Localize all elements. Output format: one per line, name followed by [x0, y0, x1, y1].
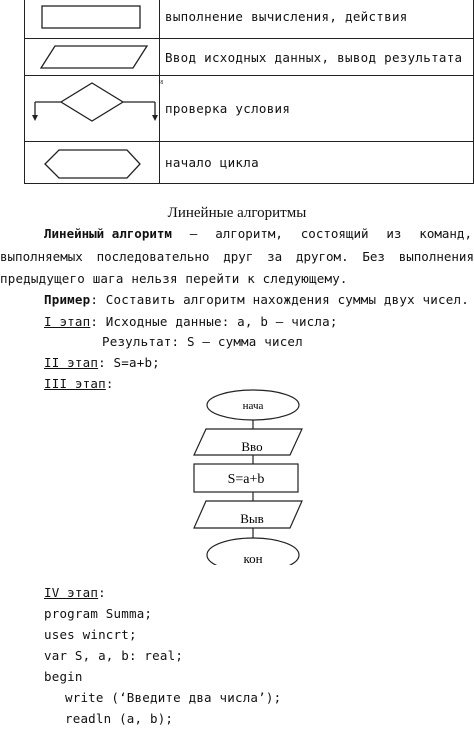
- flowchart-input-label: Вво: [241, 439, 263, 454]
- definition-word: последовательно: [96, 249, 210, 264]
- legend-text-loop: начало цикла: [160, 142, 474, 184]
- definition-line-3: предыдущего шага нельзя перейти к следующему.: [0, 271, 348, 286]
- section-title: Линейные алгоритмы: [167, 205, 307, 221]
- code-line: program Summa;: [44, 606, 153, 621]
- flowchart-end-label: кон: [243, 551, 263, 565]
- stage-2-line: [44, 355, 160, 370]
- yes-branch-marker: и: [158, 77, 163, 86]
- stage-4-text: :: [98, 585, 106, 600]
- flowchart-process-label: S=a+b: [227, 472, 265, 487]
- code-line: begin: [44, 669, 83, 684]
- definition-word: –: [189, 226, 198, 241]
- definition-line-1: [44, 226, 472, 241]
- definition-line-2: [0, 249, 474, 264]
- legend-text-process: выполнение вычисления, действия: [160, 0, 474, 39]
- rectangle-icon: [25, 0, 159, 38]
- definition-word: из: [386, 226, 402, 241]
- legend-text-io: Ввод исходных данных, вывод результата: [160, 39, 474, 76]
- hexagon-icon: [25, 142, 159, 183]
- definition-word: алгоритм,: [215, 226, 283, 241]
- legend-table: [24, 0, 474, 184]
- stage-2-text: : S=a+b;: [98, 355, 160, 370]
- legend-shape-cell: [25, 0, 160, 39]
- decision-diamond-icon: [25, 76, 159, 141]
- stage-1-label: I этап: [44, 314, 91, 329]
- example-text: : Составить алгоритм нахождения суммы двух чисел.: [90, 292, 469, 307]
- parallelogram-icon: [25, 39, 159, 75]
- example-line: [44, 292, 469, 307]
- code-line: write (‘Введите два числа’);: [65, 690, 282, 705]
- definition-word: друг: [223, 249, 254, 264]
- definition-word: за: [267, 249, 283, 264]
- example-label: Пример: [44, 292, 91, 307]
- definition-term: Линейный алгоритм: [44, 226, 172, 241]
- stage-2-label: II этап: [44, 355, 99, 370]
- definition-word: выполнения: [398, 249, 474, 264]
- legend-text-decision: проверка условия: [160, 76, 474, 142]
- definition-word: выполняемых: [0, 249, 83, 264]
- code-line: readln (a, b);: [65, 711, 174, 726]
- code-line: uses wincrt;: [44, 627, 137, 642]
- definition-word: состоящий: [300, 226, 369, 241]
- definition-word: другом.: [295, 249, 349, 264]
- stage-3-line: [44, 376, 114, 391]
- result-line: Результат: S – сумма чисел: [102, 334, 303, 349]
- stage-1-line: [44, 314, 338, 329]
- stage-3-text: :: [105, 376, 114, 391]
- legend-shape-cell: [25, 142, 160, 184]
- stage-4-line: [44, 585, 106, 600]
- legend-row-process: [25, 0, 474, 39]
- legend-shape-cell: [25, 39, 160, 76]
- flowchart: [180, 385, 330, 565]
- stage-1-text: : Исходные данные: a, b – числа;: [90, 314, 338, 329]
- legend-row-decision: [25, 76, 474, 142]
- flowchart-output-label: Выв: [240, 511, 264, 526]
- legend-row-loop: [25, 142, 474, 184]
- stage-4-label: IV этап: [44, 585, 99, 600]
- code-line: var S, a, b: real;: [44, 648, 184, 663]
- legend-row-io: [25, 39, 474, 76]
- definition-word: команд,: [419, 226, 472, 241]
- legend-shape-cell: [25, 76, 163, 142]
- stage-3-label: III этап: [44, 376, 106, 391]
- flowchart-start-label: нача: [242, 400, 264, 412]
- definition-word: Без: [362, 249, 385, 264]
